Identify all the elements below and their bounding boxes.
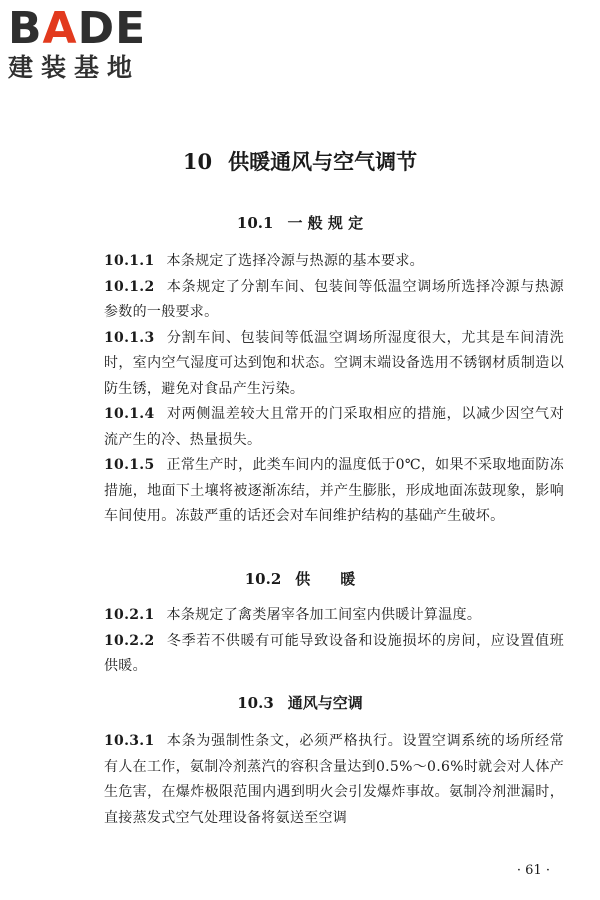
section-body-10-1 <box>104 249 564 530</box>
section-title-text: 供 暖 <box>295 570 356 588</box>
clause-10-1-3 <box>104 326 564 403</box>
clause-number: 10.1.5 <box>104 457 155 473</box>
clause-10-3-1 <box>104 729 564 831</box>
clause-number: 10.2.2 <box>104 632 155 649</box>
clause-10-1-4 <box>104 402 564 453</box>
clause-10-1-2 <box>104 275 564 326</box>
section-title-text: 一 般 规 定 <box>287 214 364 232</box>
section-heading-10-3 <box>0 692 600 714</box>
clause-10-1-5 <box>104 453 564 530</box>
clause-text: 正常生产时，此类车间内的温度低于0℃，如果不采取地面防冻措施，地面下土壤将被逐渐冻结，并产生膨胀，形成地面冻鼓现象，影响车间使用。冻鼓严重的话还会对车间维护结构的基础产生破坏。 <box>104 457 564 524</box>
clause-text: 对两侧温差较大且常开的门采取相应的措施，以减少因空气对流产生的冷、热量损失。 <box>104 406 564 448</box>
section-number: 10.3 <box>237 694 274 712</box>
section-number: 10.2 <box>244 570 282 588</box>
logo-mark-accent: A <box>42 3 78 54</box>
bade-logo <box>8 3 178 96</box>
section-number: 10.1 <box>236 214 274 232</box>
clause-number: 10.1.2 <box>104 278 155 295</box>
logo-mark-left: B <box>8 3 43 54</box>
clause-text: 本条规定了分割车间、包装间等低温空调场所选择冷源与热源参数的一般要求。 <box>104 278 564 320</box>
logo-mark <box>8 3 178 54</box>
clause-number: 10.2.1 <box>104 607 155 623</box>
section-heading-10-1 <box>0 212 600 234</box>
clause-text: 分割车间、包装间等低温空调场所湿度很大，尤其是车间清洗时，室内空气湿度可达到饱和状态。空调末端设备选用不锈钢材质制造以防生锈，避免对食品产生污染。 <box>104 329 564 397</box>
chapter-title <box>0 148 600 176</box>
clause-text: 本条规定了选择冷源与热源的基本要求。 <box>166 253 424 269</box>
clause-number: 10.1.1 <box>104 253 155 269</box>
page-number: · 61 · <box>516 863 550 878</box>
chapter-title-text: 供暖通风与空气调节 <box>228 149 418 174</box>
clause-text: 本条为强制性条文，必须严格执行。设置空调系统的场所经常有人在工作，氨制冷剂蒸汽的容积含量达到0.5%～0.6%时就会对人体产生危害，在爆炸极限范围内遇到明火会引发爆炸事故。氨制冷剂泄漏时，直接蒸发式空气处理设备将氨送至空调 <box>104 733 564 826</box>
section-body-10-2 <box>104 603 564 680</box>
clause-10-2-1 <box>104 603 564 629</box>
clause-10-2-2 <box>104 629 564 680</box>
clause-number: 10.1.3 <box>104 329 155 346</box>
section-heading-10-2 <box>0 568 600 590</box>
clause-number: 10.3.1 <box>104 733 155 749</box>
logo-mark-right: DE <box>77 3 147 54</box>
section-body-10-3 <box>104 729 564 831</box>
section-title-text: 通风与空调 <box>287 694 363 712</box>
chapter-number: 10 <box>182 149 213 174</box>
clause-number: 10.1.4 <box>104 406 155 422</box>
clause-text: 冬季若不供暖有可能导致设备和设施损坏的房间，应设置值班供暖。 <box>104 632 564 674</box>
clause-10-1-1 <box>104 249 564 275</box>
clause-text: 本条规定了禽类屠宰各加工间室内供暖计算温度。 <box>166 607 482 623</box>
logo-subtitle: 建装基地 <box>8 53 141 82</box>
